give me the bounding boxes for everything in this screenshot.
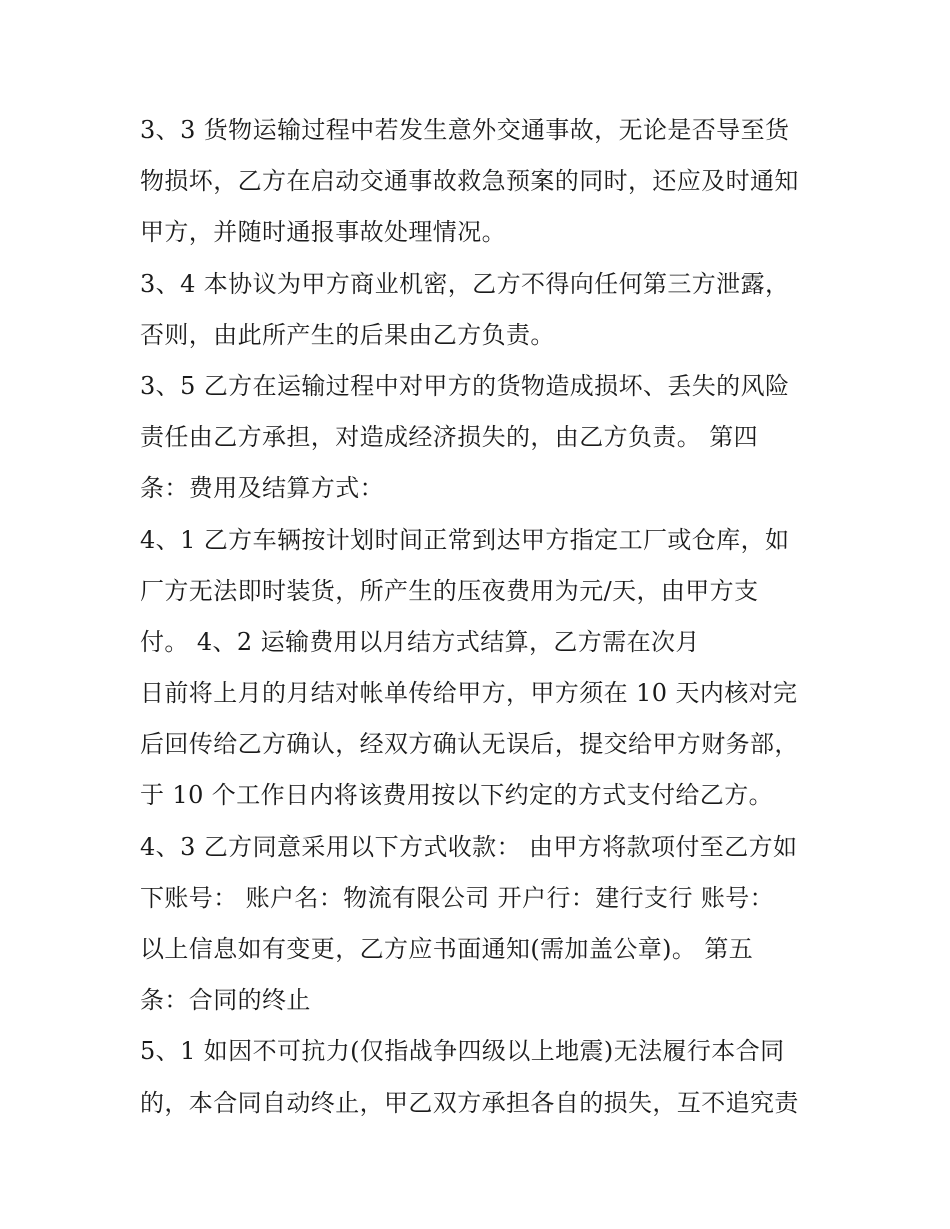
- text-line: 于 10 个工作日内将该费用按以下约定的方式支付给乙方。: [140, 781, 773, 810]
- text-line: 否则，由此所产生的后果由乙方负责。: [140, 320, 555, 349]
- text-line: 后回传给乙方确认，经双方确认无误后，提交给甲方财务部，: [140, 730, 799, 759]
- text-line: 5、1 如因不可抗力(仅指战争四级以上地震)无法履行本合同: [140, 1037, 785, 1066]
- text-line: 下账号： 账户名：物流有限公司 开户行：建行支行 账号：: [140, 883, 775, 912]
- text-line: 3、4 本协议为甲方商业机密，乙方不得向任何第三方泄露，: [140, 269, 790, 298]
- text-line: 付。 4、2 运输费用以月结方式结算，乙方需在次月: [140, 627, 700, 656]
- text-line: 物损坏，乙方在启动交通事故救急预案的同时，还应及时通知: [140, 167, 799, 196]
- text-line: 的，本合同自动终止，甲乙双方承担各自的损失，互不追究责: [140, 1088, 799, 1117]
- text-line: 4、3 乙方同意采用以下方式收款： 由甲方将款项付至乙方如: [140, 832, 798, 861]
- text-line: 厂方无法即时装货，所产生的压夜费用为元/天，由甲方支: [140, 576, 759, 605]
- text-line: 3、3 货物运输过程中若发生意外交通事故，无论是否导至货: [140, 116, 790, 144]
- text-line: 甲方，并随时通报事故处理情况。: [140, 218, 506, 247]
- text-line: 以上信息如有变更，乙方应书面通知(需加盖公章)。 第五: [140, 935, 754, 963]
- text-line: 4、1 乙方车辆按计划时间正常到达甲方指定工厂或仓库，如: [140, 525, 790, 554]
- text-line: 日前将上月的月结对帐单传给甲方，甲方须在 10 天内核对完: [140, 679, 798, 708]
- text-line: 责任由乙方承担，对造成经济损失的，由乙方负责。 第四: [140, 423, 759, 452]
- text-line: 3、5 乙方在运输过程中对甲方的货物造成损坏、丢失的风险: [140, 371, 790, 400]
- text-line: 条：合同的终止: [140, 986, 311, 1015]
- text-line: 条：费用及结算方式：: [140, 474, 384, 503]
- contract-text-body: [140, 108, 840, 1132]
